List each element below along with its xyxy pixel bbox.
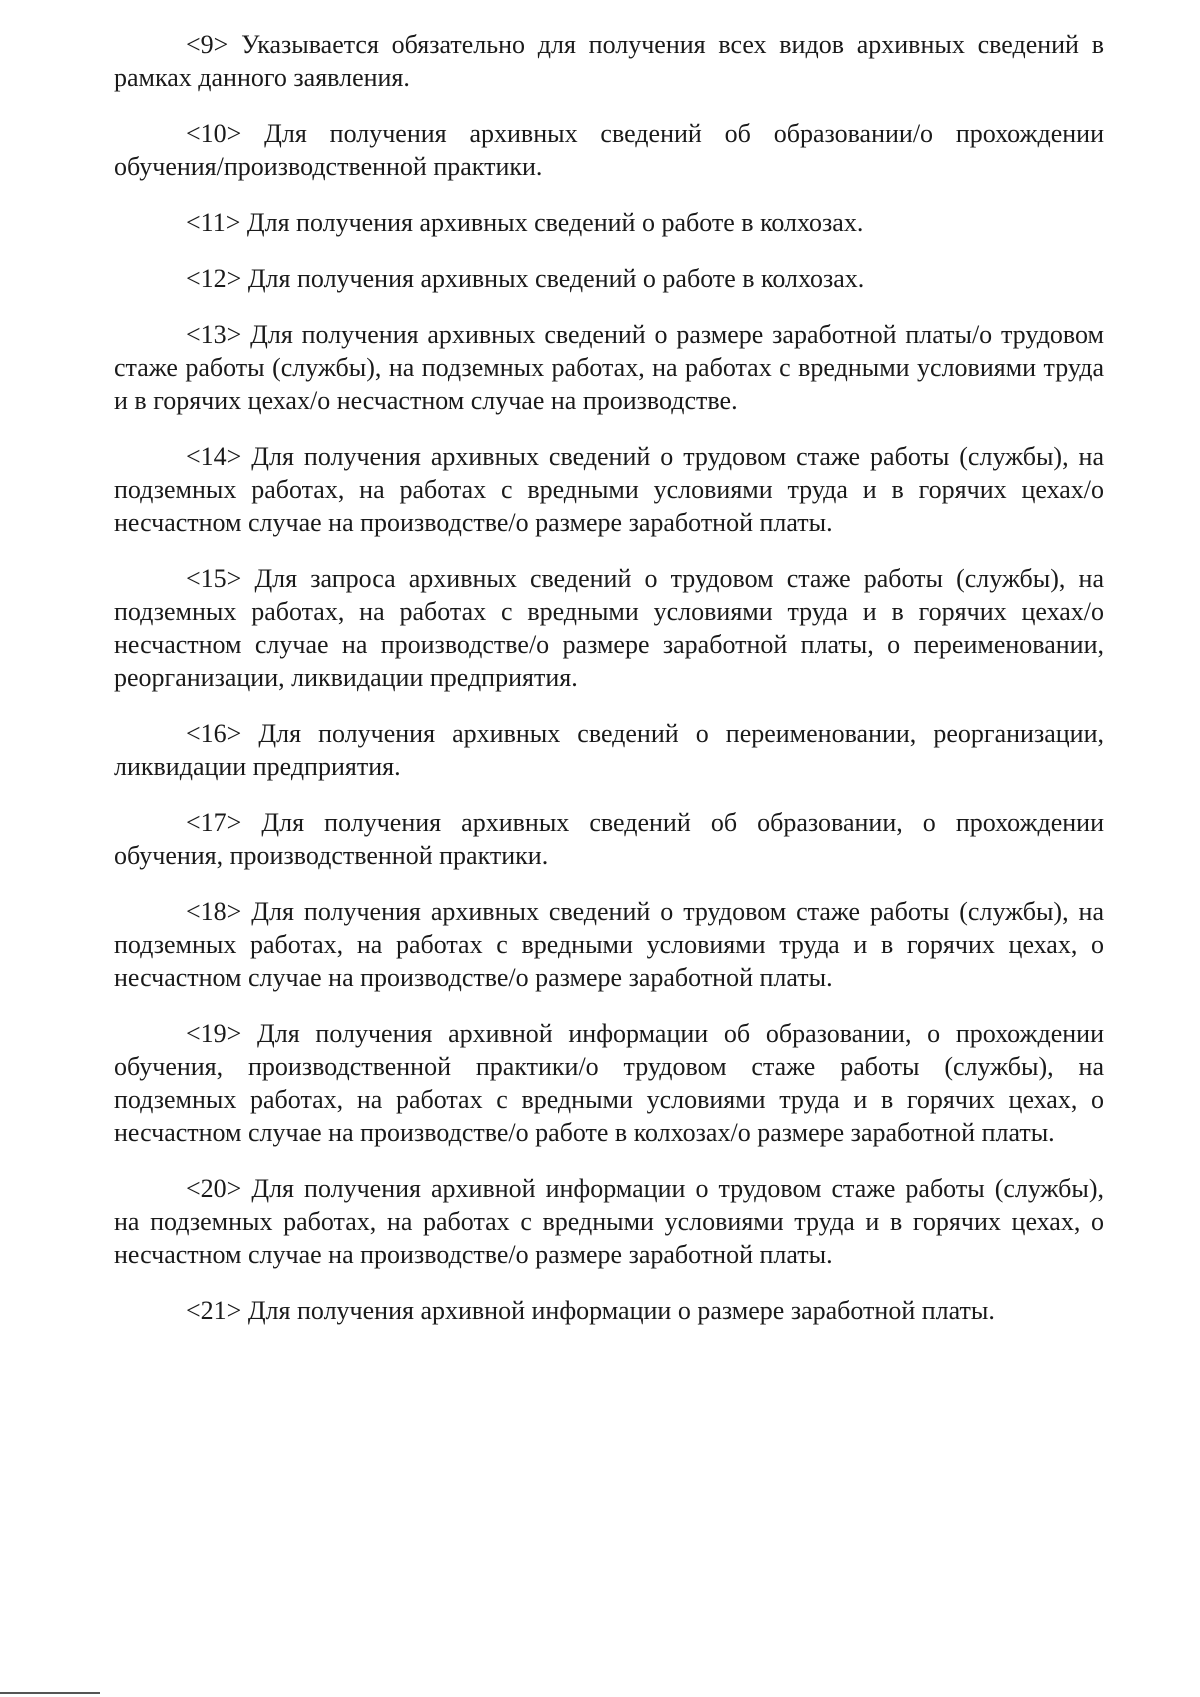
footnote-9: <9> Указывается обязательно для получения всех видов архивных сведений в рамках данного заявления. bbox=[114, 30, 1104, 92]
page-edge-mark bbox=[0, 1692, 100, 1694]
document-page bbox=[114, 28, 1104, 1350]
footnote-10: <10> Для получения архивных сведений об образовании/о прохождении обучения/производственной практики. bbox=[114, 119, 1104, 181]
footnote-13: <13> Для получения архивных сведений о размере заработной платы/о трудовом стаже работы (службы), на подземных работах, на работах с вредными условиями труда и в горячих цехах/о несчастном случае на производстве. bbox=[114, 320, 1104, 415]
footnote-14: <14> Для получения архивных сведений о трудовом стаже работы (службы), на подземных работах, на работах с вредными условиями труда и в горячих цехах/о несчастном случае на производстве/о размере заработной платы. bbox=[114, 442, 1104, 537]
footnote-18: <18> Для получения архивных сведений о трудовом стаже работы (службы), на подземных работах, на работах с вредными условиями труда и в горячих цехах, о несчастном случае на производстве/о размере заработной платы. bbox=[114, 897, 1104, 992]
footnote-20: <20> Для получения архивной информации о трудовом стаже работы (службы), на подземных работах, на работах с вредными условиями труда и в горячих цехах, о несчастном случае на производстве/о размере заработной платы. bbox=[114, 1174, 1104, 1269]
footnote-16: <16> Для получения архивных сведений о переименовании, реорганизации, ликвидации предприятия. bbox=[114, 719, 1104, 781]
footnote-17: <17> Для получения архивных сведений об образовании, о прохождении обучения, производственной практики. bbox=[114, 808, 1104, 870]
footnote-19: <19> Для получения архивной информации об образовании, о прохождении обучения, производственной практики/о трудовом стаже работы (службы), на подземных работах, на работах с вредными условиями труда и в горячих цехах, о несчастном случае на производстве/о работе в колхозах/о размере заработной платы. bbox=[114, 1019, 1104, 1147]
footnote-21: <21> Для получения архивной информации о размере заработной платы. bbox=[186, 1296, 995, 1325]
footnote-15: <15> Для запроса архивных сведений о трудовом стаже работы (службы), на подземных работах, на работах с вредными условиями труда и в горячих цехах/о несчастном случае на производстве/о размере заработной платы, о переименовании, реорганизации, ликвидации предприятия. bbox=[114, 564, 1104, 692]
footnote-12: <12> Для получения архивных сведений о работе в колхозах. bbox=[186, 264, 865, 293]
footnote-11: <11> Для получения архивных сведений о работе в колхозах. bbox=[186, 208, 864, 237]
